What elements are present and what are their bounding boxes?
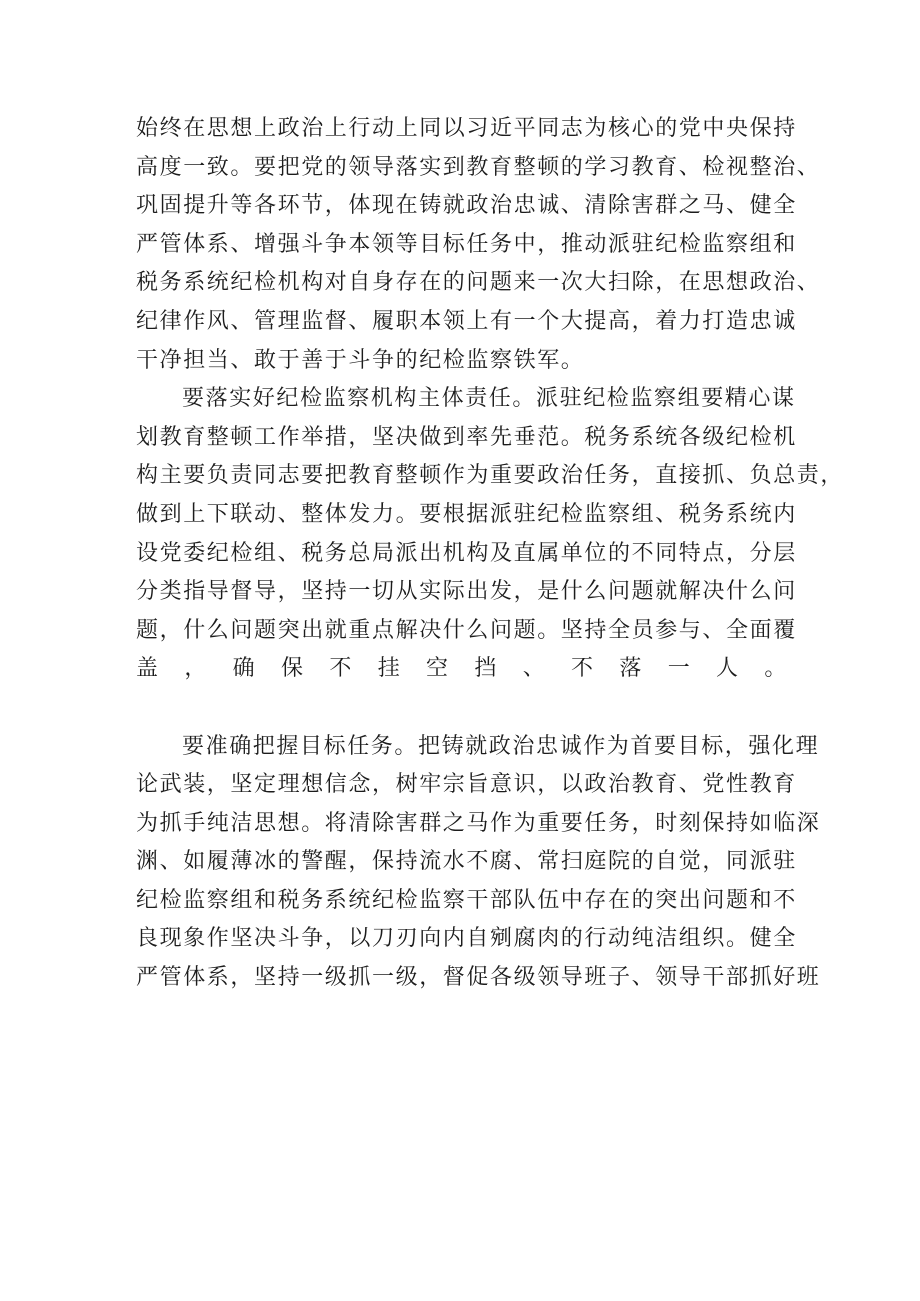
text-line: 始终在思想上政治上行动上同以习近平同志为核心的党中央保持: [136, 116, 797, 141]
text-line: 划教育整顿工作举措，坚决做到率先垂范。税务系统各级纪检机: [136, 424, 797, 450]
paragraph: [136, 728, 821, 998]
text-line: 盖，确保不挂空挡、不落一人。: [136, 656, 788, 682]
text-line: 巩固提升等各环节，体现在铸就政治忠诚、清除害群之马、健全: [136, 193, 797, 219]
text-line: 设党委纪检组、税务总局派出机构及直属单位的不同特点，分层: [136, 540, 797, 566]
text-line: 构主要负责同志要把教育整顿作为重要政治任务，直接抓、负总责，: [136, 463, 845, 489]
text-line: [136, 689, 788, 728]
document-body: [136, 110, 845, 998]
text-line: 做到上下联动、整体发力。要根据派驻纪检监察组、税务系统内: [136, 501, 797, 527]
text-line: 严管体系，坚持一级抓一级，督促各级领导班子、领导干部抓好班: [136, 965, 821, 991]
text-line: 干净担当、敢于善于斗争的纪检监察铁军。: [136, 347, 585, 373]
text-line: 纪检监察组和税务系统纪检监察干部队伍中存在的突出问题和不: [136, 887, 797, 913]
text-line: 题，什么问题突出就重点解决什么问题。坚持全员参与、全面覆: [136, 617, 797, 643]
text-line: 论武装，坚定理想信念，树牢宗旨意识，以政治教育、党性教育: [136, 772, 797, 798]
paragraph: [136, 110, 821, 380]
text-line: 纪律作风、管理监督、履职本领上有一个大提高，着力打造忠诚: [136, 308, 797, 334]
text-line: 渊、如履薄冰的警醒，保持流水不腐、常扫庭院的自觉，同派驻: [136, 849, 797, 875]
text-line: 良现象作坚决斗争，以刀刃向内自剜腐肉的行动纯洁组织。健全: [136, 926, 797, 952]
text-line: 严管体系、增强斗争本领等目标任务中，推动派驻纪检监察组和: [136, 231, 797, 257]
text-line: 税务系统纪检机构对自身存在的问题来一次大扫除，在思想政治、: [136, 270, 821, 296]
text-line: 要落实好纪检监察机构主体责任。派驻纪检监察组要精心谋: [182, 386, 796, 412]
text-line: 高度一致。要把党的领导落实到教育整顿的学习教育、检视整治、: [136, 154, 821, 180]
text-line: 分类指导督导，坚持一切从实际出发，是什么问题就解决什么问: [136, 579, 797, 605]
text-line: 要准确把握目标任务。把铸就政治忠诚作为首要目标，强化理: [182, 733, 820, 759]
paragraph: [136, 380, 845, 727]
text-line: 为抓手纯洁思想。将清除害群之马作为重要任务，时刻保持如临深: [136, 810, 821, 836]
